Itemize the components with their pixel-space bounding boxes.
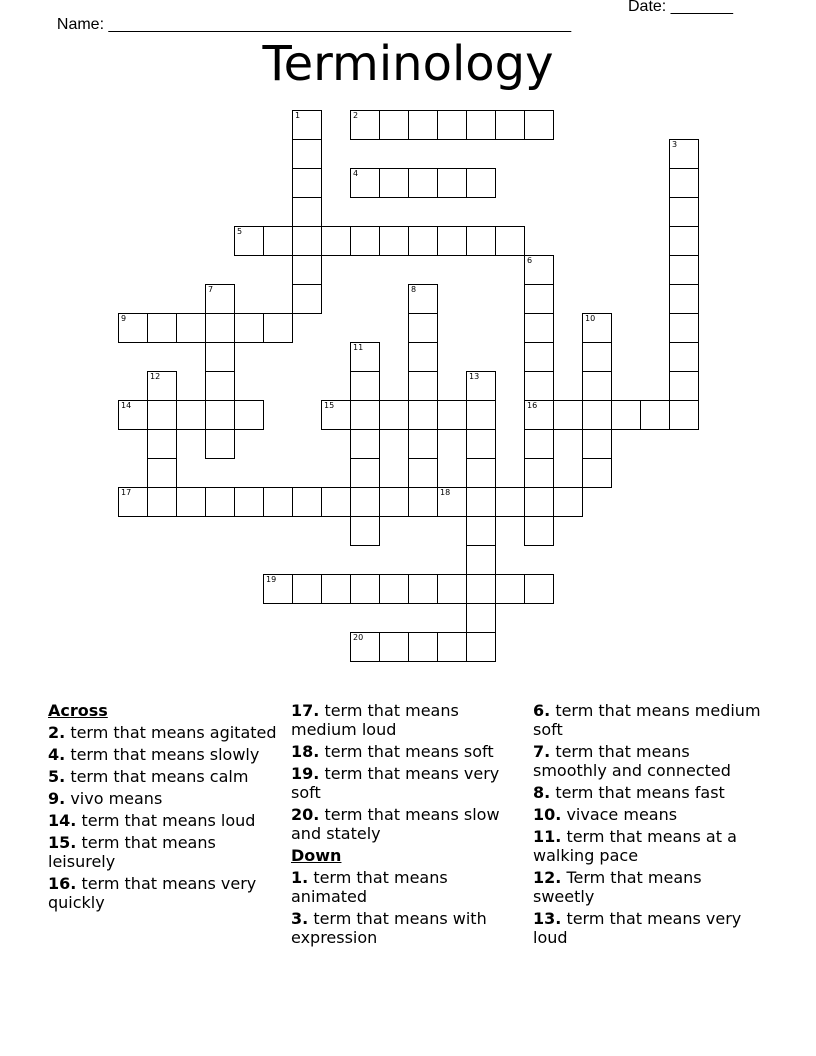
clue-column-2: [291, 701, 523, 950]
grid-cell[interactable]: [524, 458, 554, 488]
grid-cell[interactable]: [408, 429, 438, 459]
grid-cell[interactable]: [582, 342, 612, 372]
cell-number: 9: [121, 314, 127, 323]
grid-cell[interactable]: [582, 371, 612, 401]
grid-cell[interactable]: [524, 574, 554, 604]
grid-cell[interactable]: [437, 168, 467, 198]
grid-cell[interactable]: [292, 574, 322, 604]
grid-cell[interactable]: [147, 487, 177, 517]
grid-cell[interactable]: [408, 313, 438, 343]
cell-number: 7: [208, 285, 214, 294]
grid-cell[interactable]: [408, 342, 438, 372]
clue-across-14: 14. term that means loud: [48, 811, 256, 830]
grid-cell[interactable]: [524, 516, 554, 546]
grid-cell[interactable]: [408, 458, 438, 488]
grid-cell[interactable]: [205, 429, 235, 459]
grid-cell[interactable]: [292, 139, 322, 169]
grid-cell[interactable]: [582, 458, 612, 488]
grid-cell[interactable]: [582, 313, 612, 343]
grid-cell[interactable]: [321, 487, 351, 517]
clue-down-8: 8. term that means fast: [533, 783, 725, 802]
grid-cell[interactable]: [466, 429, 496, 459]
grid-cell[interactable]: [669, 197, 699, 227]
grid-cell[interactable]: [466, 400, 496, 430]
grid-cell[interactable]: [350, 226, 380, 256]
grid-cell[interactable]: [466, 371, 496, 401]
clue-down-7: 7. term that means smoothly and connected: [533, 742, 731, 780]
grid-cell[interactable]: [408, 110, 438, 140]
clue-down-12: 12. Term that means sweetly: [533, 868, 702, 906]
grid-cell[interactable]: [205, 400, 235, 430]
grid-cell[interactable]: [350, 574, 380, 604]
grid-cell[interactable]: [379, 574, 409, 604]
grid-cell[interactable]: [466, 168, 496, 198]
grid-cell[interactable]: [466, 545, 496, 575]
grid-cell[interactable]: [205, 487, 235, 517]
grid-cell[interactable]: [495, 110, 525, 140]
puzzle-title: Terminology: [262, 36, 554, 92]
grid-cell[interactable]: [379, 632, 409, 662]
grid-cell[interactable]: [263, 487, 293, 517]
cell-number: 11: [353, 343, 364, 352]
grid-cell[interactable]: [669, 168, 699, 198]
grid-cell[interactable]: [524, 342, 554, 372]
grid-cell[interactable]: [582, 429, 612, 459]
grid-cell[interactable]: [408, 574, 438, 604]
clue-across-16: 16. term that means very quickly: [48, 874, 257, 912]
grid-cell[interactable]: [669, 226, 699, 256]
clue-down-3: 3. term that means with expression: [291, 909, 487, 947]
grid-cell[interactable]: [611, 400, 641, 430]
grid-cell[interactable]: [176, 487, 206, 517]
cell-number: 14: [121, 401, 132, 410]
grid-cell[interactable]: [379, 168, 409, 198]
grid-cell[interactable]: [321, 226, 351, 256]
grid-cell[interactable]: [437, 632, 467, 662]
grid-cell[interactable]: [234, 226, 264, 256]
clue-down-13: 13. term that means very loud: [533, 909, 742, 947]
clue-column-3: [533, 701, 765, 950]
clue-down-6: 6. term that means medium soft: [533, 701, 761, 739]
cell-number: 19: [266, 575, 277, 584]
clue-across-17: 17. term that means medium loud: [291, 701, 459, 739]
grid-cell[interactable]: [524, 371, 554, 401]
grid-cell[interactable]: [669, 284, 699, 314]
grid-cell[interactable]: [350, 168, 380, 198]
grid-cell[interactable]: [350, 342, 380, 372]
grid-cell[interactable]: [350, 400, 380, 430]
cell-number: 8: [411, 285, 417, 294]
grid-cell[interactable]: [234, 313, 264, 343]
clue-across-15: 15. term that means leisurely: [48, 833, 216, 871]
grid-cell[interactable]: [524, 110, 554, 140]
grid-cell[interactable]: [292, 197, 322, 227]
clue-column-1: [48, 701, 280, 915]
clue-across-4: 4. term that means slowly: [48, 745, 260, 764]
grid-cell[interactable]: [437, 226, 467, 256]
grid-cell[interactable]: [669, 313, 699, 343]
grid-cell[interactable]: [292, 168, 322, 198]
grid-cell[interactable]: [321, 574, 351, 604]
grid-cell[interactable]: [205, 342, 235, 372]
grid-cell[interactable]: [437, 574, 467, 604]
grid-cell[interactable]: [321, 400, 351, 430]
grid-cell[interactable]: [118, 487, 148, 517]
grid-cell[interactable]: [466, 603, 496, 633]
grid-cell[interactable]: [408, 284, 438, 314]
down-heading: Down: [291, 846, 342, 865]
grid-cell[interactable]: [379, 226, 409, 256]
cell-number: 16: [527, 401, 538, 410]
cell-number: 18: [440, 488, 451, 497]
clue-across-9: 9. vivo means: [48, 789, 163, 808]
cell-number: 6: [527, 256, 533, 265]
grid-cell[interactable]: [408, 226, 438, 256]
grid-cell[interactable]: [466, 487, 496, 517]
grid-cell[interactable]: [379, 400, 409, 430]
grid-cell[interactable]: [205, 371, 235, 401]
grid-cell[interactable]: [582, 400, 612, 430]
grid-cell[interactable]: [408, 168, 438, 198]
grid-cell[interactable]: [524, 400, 554, 430]
grid-cell[interactable]: [147, 371, 177, 401]
clue-across-19: 19. term that means very soft: [291, 764, 500, 802]
grid-cell[interactable]: [147, 313, 177, 343]
clue-across-2: 2. term that means agitated: [48, 723, 277, 742]
grid-cell[interactable]: [350, 429, 380, 459]
cell-number: 12: [150, 372, 161, 381]
grid-cell[interactable]: [524, 255, 554, 285]
clue-across-20: 20. term that means slow and stately: [291, 805, 500, 843]
grid-cell[interactable]: [350, 110, 380, 140]
grid-cell[interactable]: [147, 458, 177, 488]
grid-cell[interactable]: [263, 226, 293, 256]
grid-cell[interactable]: [437, 110, 467, 140]
grid-cell[interactable]: [524, 429, 554, 459]
cell-number: 10: [585, 314, 596, 323]
cell-number: 1: [295, 111, 301, 120]
grid-cell[interactable]: [466, 632, 496, 662]
cell-number: 3: [672, 140, 678, 149]
grid-cell[interactable]: [118, 313, 148, 343]
grid-cell[interactable]: [466, 574, 496, 604]
grid-cell[interactable]: [640, 400, 670, 430]
clue-across-5: 5. term that means calm: [48, 767, 249, 786]
grid-cell[interactable]: [495, 226, 525, 256]
grid-cell[interactable]: [147, 429, 177, 459]
clue-down-11: 11. term that means at a walking pace: [533, 827, 737, 865]
grid-cell[interactable]: [379, 110, 409, 140]
grid-cell[interactable]: [669, 342, 699, 372]
grid-cell[interactable]: [350, 371, 380, 401]
cell-number: 13: [469, 372, 480, 381]
grid-cell[interactable]: [176, 313, 206, 343]
grid-cell[interactable]: [350, 458, 380, 488]
grid-cell[interactable]: [292, 110, 322, 140]
grid-cell[interactable]: [466, 516, 496, 546]
grid-cell[interactable]: [669, 400, 699, 430]
cell-number: 5: [237, 227, 243, 236]
grid-cell[interactable]: [524, 313, 554, 343]
date-field-label[interactable]: Date: _______: [628, 0, 733, 15]
grid-cell[interactable]: [408, 487, 438, 517]
grid-cell[interactable]: [669, 371, 699, 401]
grid-cell[interactable]: [553, 400, 583, 430]
grid-cell[interactable]: [669, 139, 699, 169]
grid-cell[interactable]: [437, 487, 467, 517]
grid-cell[interactable]: [669, 255, 699, 285]
grid-cell[interactable]: [292, 284, 322, 314]
grid-cell[interactable]: [118, 400, 148, 430]
grid-cell[interactable]: [176, 400, 206, 430]
grid-cell[interactable]: [292, 255, 322, 285]
cell-number: 20: [353, 633, 364, 642]
across-heading: Across: [48, 701, 108, 720]
grid-cell[interactable]: [379, 487, 409, 517]
grid-cell[interactable]: [234, 487, 264, 517]
grid-cell[interactable]: [495, 487, 525, 517]
cell-number: 2: [353, 111, 359, 120]
grid-cell[interactable]: [408, 632, 438, 662]
grid-cell[interactable]: [205, 313, 235, 343]
grid-cell[interactable]: [466, 110, 496, 140]
grid-cell[interactable]: [350, 516, 380, 546]
grid-cell[interactable]: [466, 458, 496, 488]
grid-cell[interactable]: [263, 574, 293, 604]
cell-number: 17: [121, 488, 132, 497]
grid-cell[interactable]: [147, 400, 177, 430]
grid-cell[interactable]: [350, 632, 380, 662]
grid-cell[interactable]: [292, 226, 322, 256]
grid-cell[interactable]: [234, 400, 264, 430]
grid-cell[interactable]: [350, 487, 380, 517]
grid-cell[interactable]: [205, 284, 235, 314]
name-field-label[interactable]: Name: ____________________________________________________: [56, 16, 572, 33]
clue-down-1: 1. term that means animated: [291, 868, 448, 906]
grid-cell[interactable]: [437, 400, 467, 430]
grid-cell[interactable]: [408, 371, 438, 401]
grid-cell[interactable]: [524, 487, 554, 517]
grid-cell[interactable]: [495, 574, 525, 604]
cell-number: 4: [353, 169, 359, 178]
grid-cell[interactable]: [263, 313, 293, 343]
grid-cell[interactable]: [408, 400, 438, 430]
grid-cell[interactable]: [466, 226, 496, 256]
clue-down-10: 10. vivace means: [533, 805, 678, 824]
grid-cell[interactable]: [292, 487, 322, 517]
clue-across-18: 18. term that means soft: [291, 742, 494, 761]
grid-cell[interactable]: [524, 284, 554, 314]
cell-number: 15: [324, 401, 335, 410]
grid-cell[interactable]: [553, 487, 583, 517]
